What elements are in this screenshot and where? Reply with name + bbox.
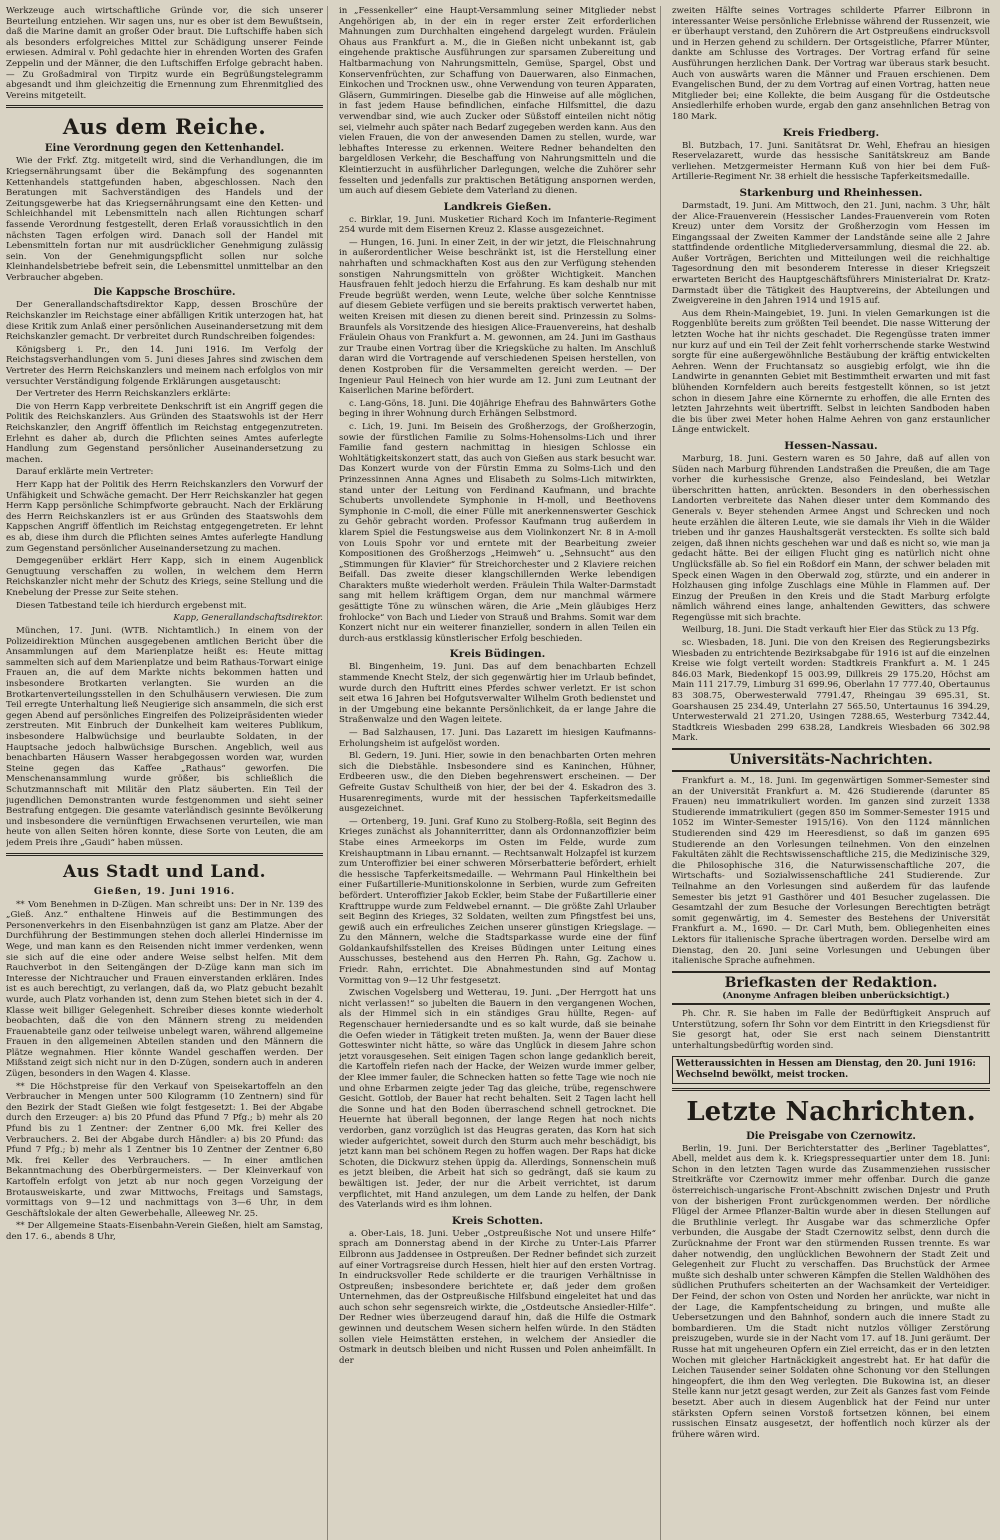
article-kartoffeln: ** Die Höchstpreise für den Verkauf von Speisekartoffeln an den Verbraucher in Mengen unter 500 Kilogramm (10 Zentnern) sind für den Bezirk der Stadt Gießen wie folgt festgesetzt: 1. Bei der Abgabe durch den Erzeuger: a) bis 20 Pfund das Pfund 7 Pfg.; b) mehr als 20 Pfund bis zu 1 Zentner: der Zentner 6,00 Mk. frei Keller des Verbrauchers. 2. Bei der Abgabe durch Händler: a) bis 20 Pfund: das Pfund 7 Pfg.; b) mehr als 1 Zentner bis 10 Zentner der Zentner 6,80 Mk. frei Keller des Verbrauchers. — In einer amtlichen Bekanntmachung des Oberbürgermeisters. — Der Kleinverkauf von Kartoffeln erfolgt von jetzt ab nur noch gegen Vorzeigung der Brotausweiskarte, und zwar Mittwochs, Freitags und Samstags, vormittags von 9—12 und nachmittags von 3—6 Uhr, in dem Geschäftslokale der alten Gewerbehalle, Alleeweg Nr. 25. — [6, 1081, 323, 1219]
article-lich: c. Lich, 19. Juni. Im Beisein des Großherzogs, der Großherzogin, sowie der fürstlichen Familie zu Solms-Hohensolms-Lich und ihrer Familie fand gestern nachmittag in hiesigen Schlosse ein Wohltätigkeitskonzert statt, das auch von Gießen aus stark besucht war. Das Konzert wurde von der Fürstin Emma zu Solms-Lich und den Prinzessinnen Anna Agnes und Elisabeth zu Solms-Lich mitwirkten, stand unter der Leitung von Ferdinand Kaufmann, und brachte Schuberts unvollendete Symphonie in H-moll, und Beethovens Symphonie in C-moll, die einer Fülle mit anerkennenswerter Geschick zu Gehör gebracht worden. Professor Kaufmann trug außerdem in klarem Spiel die Festungsweise aus dem Violinkonzert Nr. 8 in A-moll von Louis Spohr vor und erntete mit der Bearbeitung zweier Kompositionen des Großherzogs „Heimweh“ u. „Sehnsucht“ aus den „Stimmungen für Klavier“ für Streichorchester und 2 Klaviere reichen Beifall. Das zweite dieser klangschillernden Werke lebendigen Charakters mußte wiederholt werden. Fräulein Thila Walter-Darmstadt sang mit hellem kräftigem Organ, dem nur manchmal wärmere gesättigte Töne zu wünschen wären, die Arie „Mein gläubiges Herz frohlocke“ von Bach und Lieder von Strauß und Brahms. Somit war dem Konzert nicht nur ein weiterer finanzieller, sondern in allen Teilen ein durch-aus erstklassig künstlerischer Erfolg beschieden. — [339, 421, 656, 644]
article-dzug: ** Vom Benehmen in D-Zügen. Man schreibt uns: Der in Nr. 139 des „Gieß. Anz.“ enthaltene Hinweis auf die Bestimmungen des Personenverkehrs in den Eisenbahnzügen ist ganz am Platze. Aber der Durchführung der Bestimmungen stehen doch allerlei Hindernisse im Wege, und man kann es den Reisenden nicht immer verdenken, wenn sie sich auf die eine oder andere Weise selbst helfen. Mit dem Rauchverbot in den Seitengängen der D-Züge kann man sich im Interesse der Nichtraucher und Frauen einverstanden erklären. Indes ist es auch berechtigt, zu verlangen, daß da, wo Platz gebucht bezahlt wurde, auch Platz vorhanden ist, denn zum Stehen bietet sich in der 4. Klasse weit billiger Gelegenheit. Schreiber dieses konnte wiederholt beobachten, daß die von den Männern streng zu meidenden Frauenabteile ganz oder teilweise unbelegt waren, während allgemeine Frauen in den allgemeinen Abteilen standen und den Männern die Plätze wegnahmen. Hier könnte Wandel geschaffen werden. Der Mißstand zeigt sich nicht nur in den D-Zügen, sondern auch in anderen Zügen, besonders in den Wagen 4. Klasse. — [6, 899, 323, 1080]
article-kapp-3: Der Vertreter des Herrn Reichskanzlers erklärte: — [16, 389, 231, 400]
article-butzbach: Bl. Butzbach, 17. Juni. Sanitätsrat Dr. Wehl, Ehefrau an hiesigen Reservelazarett, wurde das hessische Sanitätskreuz am Bande verliehen. Metzgermeister Hermann Kuß von hier bei dem Fuß-Artillerie-Regiment Nr. 38 erhielt die hessische Tapferkeitsmedaille. — [672, 140, 990, 183]
section-title-stadt-land: Aus Stadt und Land. — [63, 861, 266, 882]
heading-briefkasten: Briefkasten der Redaktion. — [724, 974, 938, 991]
article-rhein-main: Aus dem Rhein-Maingebiet, 19. Juni. In vielen Gemarkungen ist die Roggenblüte bereits zum größten Teil beendet. Die nasse Witterung der letzten Woche hat ihr nichts geschadet. Die Regengüsse traten immer nur kurz auf und ein Teil der Zeit fehlt vorherrschende starke Westwind sorgte für eine außergewöhnliche Bestäubung der kräftig entwickelten Aehren. Wenn der Fruchtansatz so ausgiebig erfolgt, wie ihn die Landwirte in genannten Gebiet mit Bestimmtheit erwarten und mit fast blühenden Kornfeldern auch bereits festgestellt können, so ist jetzt schon in diesem Jahre eine Körnernte zu erhoffen, die alle Ernten des letzten Jahrzehnts weit übertrifft. Selbst in leichten Sandboden haben die bis über zwei Meter hohen Halme Aehren von ganz erstaunlicher Länge entwickelt. — [672, 308, 990, 436]
article-kapp-7: Demgegenüber erklärt Herr Kapp, sich in einem Augenblick Genugtuung verschaffen zu wollen, in welchem dem Herrn Reichskanzler nicht mehr der Schutz des Kriegs, seine Stellung und die Knebelung der Presse zur Seite stehen. — [6, 556, 323, 598]
heading-starkenburg: Starkenburg und Rheinhessen. — [739, 186, 923, 199]
column-2 — [339, 6, 661, 1540]
article-wiesbaden: sc. Wiesbaden, 18. Juni. Die von den Kreisen des Regierungsbezirks Wiesbaden zu entrichtende Bezirksabgabe für 1916 ist auf die einzelnen Kreise wie folgt verteilt worden: Stadtkreis Frankfurt a. M. 1 245 846.03 Mark, Biedenkopf 15 003.99, Dillkreis 29 175.20, Höchst am Main 111 217.79, Limburg 31 699.96, Oberlahn 17 777.40, Obertaunus 83 308.75, Oberwesterwald 7791.47, Rheingau 39 695.31, St. Goarshausen 25 234.49, Unterlahn 27 565.50, Untertaunus 16 394.29, Unterwesterwald 21 271.20, Usingen 7288.65, Westerburg 7342.44, Stadtkreis Wiesbaden 299 638.28, Landkreis Wiesbaden 66 302.98 Mark. — [672, 638, 990, 744]
heading-czernowitz: Die Preisgabe von Czernowitz. — [746, 1130, 916, 1142]
article-kettenhandel: Wie der Frkf. Ztg. mitgeteilt wird, sind die Verhandlungen, die im Kriegsernährungsamt über die Bekämpfung des sogenannten Kettenhandels stattgefunden haben, abgeschlossen. Nach den Beratungen mit Sachverständigen des Handels und der Zeitungsgewerbe hat das Kriegsernährungsamt eine den Ketten- und Schleichhandel mit Lebensmitteln nach allen Richtungen scharf fassende Verordnung festgestellt, deren Erlaß voraussichtlich in den nächsten Tagen erfolgen wird. Danach soll der Handel mit Lebensmitteln fortan nur mit ausdrücklicher Genehmigung zulässig sein. Von der Genehmigungspflicht sollen nur solche Kleinhandelsbetriebe befreit sein, die Lebensmittel unmittelbar an den Verbraucher abgeben. — [6, 156, 323, 283]
article-ortenberg: — Ortenberg, 19. Juni. Graf Kuno zu Stolberg-Roßla, seit Beginn des Krieges zunächst als Johanniterritter, dann als Ordonnanzoffizier beim Stabe eines Armeekorps im Osten im Felde, wurde zum Kreishauptmann in Libau ernannt. — Rechtsanwalt Holzapfel ist kurzem zum Unteroffizier bei einer schweren Mörserbatterie befördert, erhielt die hessische Tapferkeitsmedaille. — Wehrmann Paul Hinkelthein bei einer Fußartillerie-Munitionskolonne in Serbien, wurde zum Gefreiten befördert. Unteroffizier Jakob Eckler, beim Stabe der Fußartillerie einer Krafttruppe wurde zum Feldwebel ernannt. — Die größte Zahl Urlauber seit Beginn des Krieges, 32 Soldaten, weilten zum Pfingstfest bei uns, gewiß auch ein erfreuliches Zeichen unserer günstigen Kriegslage. — Zu den Männern, welche die Stadtsparkasse wurde eine der fünf Goldankaufshilfsstellen des Kreises Büdingen unter Leitung eines Ausschusses, bestehend aus den Herren Ph. Rahn, Gg. Zachow u. Friedr. Rahn, errichtet. Die Abnahmestunden sind auf Montag Vormittag von 9—12 Uhr festgesetzt. — [339, 816, 656, 986]
box-universitaet — [672, 748, 990, 772]
article-bad-salzhausen: — Bad Salzhausen, 17. Juni. Das Lazarett im hiesigen Kaufmanns-Erholungsheim ist aufgelöst worden. — [339, 728, 656, 749]
article-kapp-2: Königsberg i. Pr., den 14. Juni 1916. Im Verfolg der Reichstagsverhandlungen vom 5. Juni dieses Jahres sind zwischen dem Vertreter des Herrn Reichskanzlers und meinem nach erfolglos von mir versuchter Verständigung folgende Erklärungen ausgetauscht: — [6, 344, 323, 387]
dateline: Gießen, 19. Juni 1916. — [93, 885, 236, 897]
article-ober-lais: a. Ober-Lais, 18. Juni. Ueber „Ostpreußische Not und unsere Hilfe“ sprach am Donnerstag abend in der Kirche zu Unter-Lais Pfarrer Eilbronn aus Jaddensee in Ostpreußen. Der Redner befindet sich zurzeit auf einer Vortragsreise durch Hessen, hielt hier auf den ersten Vortrag. In eindrucksvoller Rede schilderte er die traurigen Verhältnisse in Ostpreußen; insbesondere berichtete er, daß jeder dem großen Unternehmen, das der Ostpreußische Hilfsbund eingeleitet hat und das auch schon sehr segensreich wirkte, die „Ostdeutsche Ansiedler-Hilfe“. Der Redner wies überzeugend darauf hin, daß die Hilfe die Ostmark gewinnen und deutschem Wesen sichern helfen würde. In den Städten sollen viele Heimstätten erstehen, in welchem der Ansiedler die Ostmark in deutsch bleiben und nicht Russen und Polen anheimfällt. In der — [339, 1228, 656, 1366]
heading-kreis-buedingen: Kreis Büdingen. — [449, 648, 546, 661]
article-marburg: Marburg, 18. Juni. Gestern waren es 50 Jahre, daß auf allen von Süden nach Marburg führenden Landstraßen die Preußen, die am Tage vorher die kurhessische Grenze, also Feindesland, bei Wetzlar überschritten hatten, anrückten. Besonders in den oberhessischen Landorten verbreitete das Nahen dieser unter dem Kommando des Generals v. Beyer stehenden Armee Angst und Schrecken und noch heute erzählen die älteren Leute, wie sie damals ihr Vieh in die Wälder trieben und ihr ganzes Haushaltsgerät versteckten. Es sollte sich bald zeigen, daß ihnen nichts geschehen war und daß es nicht so, wie man ja gedacht hätte. Bei der eiligen Flucht ging es natürlich nicht ohne Unglücksfälle ab. So fiel ein Roßdorf ein Mann, der schwer beladen mit Speck einen Wagen in den Oberwald zog, stürzte, und ein anderer in Holzhausen ging infolge Zuschlags eine Mühle in Flammen auf. Der Einzug der Preußen in den Kreis und die Stadt Marburg erfolgte nämlich während eines lange, anhaltenden Gewitters, das schwere Regengüsse mit sich brachte. — [672, 453, 990, 623]
weather-forecast: Wetteraussichten in Hessen am Dienstag, den 20. Juni 1916: Wechselnd bewölkt, meist trocken. — [672, 1056, 990, 1084]
section-title-reich: Aus dem Reiche. — [62, 114, 267, 140]
article-hungen: — Hungen, 16. Juni. In einer Zeit, in der wir jetzt, die Fleischnahrung in außerordentlicher Weise beschränkt ist, ist die Herstellung einer nahrhaften und schmackhaften Kost aus den zur Verfügung stehenden sonstigen Nahrungsmitteln von größter Wichtigkeit. Manchen Hausfrauen fehlt jedoch hierzu die Erfahrung. Es kam deshalb nur mit Freude begrüßt werden, wenn Leute, welche über solche Kenntnisse auf diesem Gebiete verfügen und sie bereits praktisch verwertet haben, weiten Kreisen mit diesen zu dienen bereit sind. Prinzessin zu Solms-Braunfels als Vorsitzende des hiesigen Alice-Frauenvereins, hat deshalb Fräulein Ohaus von Frankfurt a. M. gewonnen, am 24. Juni im Gasthaus zur Traube einen Vortrag über die Kriegsküche zu halten. Im Anschluß daran wird die Vortragende auf verschiedenen Speisen herstellen, von denen Kostproben für die Versammelten gereicht werden. — Der Ingenieur Paul Heinech von hier wurde am 12. Juni zum Leutnant der Kaiserlichen Marine befördert. — [339, 237, 656, 397]
article-darmstadt: Darmstadt, 19. Juni. Am Mittwoch, den 21. Juni, nachm. 3 Uhr, hält der Alice-Frauenverein (Hessischer Landes-Frauenverein vom Roten Kreuz) unter dem Vorsitz der Großherzogin vom Hessen im Eingangssaal der Zweiten Kammer der Landstände seine alle 2 Jahre stattfindende ordentliche Mitgliederversammlung, diesmal die 22. ab. Außer Vorträgen, Berichten und Mitteilungen weil die reichhaltige Tagesordnung den mit besonderem Interesse in dieser Kriegszeit erwarteten Bericht des Hauptgeschäftsführers Ministerialrat Dr. Kratz-Darmstadt über die Tätigkeit des Hauptvereins, der Abteilungen und Zweigvereine in den Jahren 1914 und 1915 auf. — [672, 200, 990, 307]
heading-kreis-schotten: Kreis Schotten. — [451, 1214, 544, 1227]
article-kapp-5: Darauf erklärte mein Vertreter: — [16, 467, 154, 478]
article-kapp-6: Herr Kapp hat der Politik des Herrn Reichskanzlers den Vorwurf der Unfähigkeit und Schwäche gemacht. Der Herr Reichskanzler hat gegen Herrn Kapp persönliche Schimpfworte gebraucht. Nach der Erklärung des Herrn Reichskanzlers ist er aus Gründen des Staatswohls dem Kappschen Angriff öffentlich im Reichstag entgegengetreten. Er lehnt es ab, diese ihm durch die Pflichten seines Amtes auferlegte Handlung zum Gegenstand persönlicher Auseinandersetzung zu machen. — [6, 479, 323, 554]
heading-universitaet: Universitäts-Nachrichten. — [729, 752, 933, 768]
divider — [672, 1088, 990, 1091]
heading-kapp: Die Kappsche Broschüre. — [93, 287, 236, 299]
article-briefkasten: Ph. Chr. R. Sie haben im Falle der Bedürftigkeit Anspruch auf Unterstützung, sofern Ihr Sohn vor dem Eintritt in den Kriegsdienst für Sie gesorgt hat, oder Sie erst nach seinem Dienstantritt unterhaltungsbedürftig worden sind. — [672, 1009, 990, 1052]
heading-kettenhandel: Eine Verordnung gegen den Kettenhandel. — [44, 143, 285, 155]
article-bingenheim: Bl. Bingenheim, 19. Juni. Das auf dem benachbarten Echzell stammende Knecht Stelz, der sich gegenwärtig hier im Urlaub befindet, wurde durch den Huftritt eines Pferdes schwer verletzt. Er ist schon seit etwa 16 Jahren bei Hofgutsverwalter Wilhelm Groth bedienstet und in der Umgebung eine bekannte Persönlichkeit, da er lange Jahre die Straßenwalze und den Wagen leitete. — [339, 662, 656, 726]
signature-kapp: Kapp, Generallandschaftsdirektor. — [173, 613, 323, 624]
article-weilburg: Weilburg, 18. Juni. Die Stadt verkauft hier Eier das Stück zu 13 Pfg. — [682, 625, 980, 636]
heading-letzte-nachrichten: Letzte Nachrichten. — [686, 1096, 976, 1127]
article-marine-intro: Werkzeuge auch wirtschaftliche Gründe vor, die sich unserer Beurteilung entziehen. Wir sagen uns, nur es ober ist dem Bewußtsein, daß die Marine damit an großer Oder braut. Die Luftschiffe haben sich als besonders erfolgreiches Mittel zur Schädigung unserer Feinde erwiesen. Admiral v. Pohl gedachte hier in ehrenden Worten des Grafen Zeppelin und der Männer, die den Luftschiffen Erfolge gebracht haben. — Zu Großadmiral von Tirpitz wurde ein Begrüßungstelegramm abgesandt und ihm gleichzeitig die Ernennung zum Ehrenmitglied des Vereins mitgeteilt. — [6, 6, 323, 101]
divider — [6, 105, 323, 108]
article-wetterau: Zwischen Vogelsberg und Wetterau, 19. Juni. „Der Herrgott hat uns nicht verlassen!“ so jubelten die Bauern in den vergangenen Wochen, als der Himmel sich in ein ständiges Grau hüllte, Regen- auf Regenschauer herniedersandte und es so kalt wurde, daß sie beinahe die Oefen wieder in Tätigkeit treten mußten. Ja, wenn der Bauer diese Gotteswinter nicht hätte, so wäre das Unglück in diesem Jahre schon jetzt vorausgesehen. Seit einigen Tagen schon lange gedanklich bereit, die Kartoffeln riefen nach der Hacke, der Weizen wurde immer gelber, der Klee immer fauler, die Schnecken hatten so fette Tage wie noch nie und ohne Erbarmen zeigte jeder Tag das gleiche, trübe, regenschwere Gesicht. Gottlob, der Bauer hat recht behalten. Seit 2 Tagen lacht hell die Sonne und hat den Boden überraschend schnell getrocknet. Die Heuernte hat überall begonnen, der lange Regen hat noch nichts verdorben, ganz vorzüglich ist das Heugras geraten, das Korn hat sich wieder aufgerichtet, soweit durch den Sturm auch mehr beschädigt, bis jetzt kann man bei schönem Regen zu hoffen wagen. Der Raps hat dicke Schoten, die Dickwurz stehen üppig da. Allerdings, Sonnenschein muß es jetzt bleiben, die Arbeit hat sich so gedrängt, daß sie kaum zu bewältigen ist. Jeder, der nur die Arbeit verrichtet, ist darum verpflichtet, mit Hand anzulegen, um dem Lande zu helfen, der Dank des Vaterlands wird es ihm lohnen. — [339, 988, 656, 1211]
article-kapp-1: Der Generallandschaftsdirektor Kapp, dessen Broschüre der Reichskanzler im Reichstage einer abfälligen Kritik unterzogen hat, hat diese Kritik zum Anlaß einer persönlichen Auseinandersetzung mit dem Reichskanzler gemacht. Dr verbreitet durch Rundschreiben folgendes: — [6, 300, 323, 343]
article-czernowitz: Berlin, 19. Juni. Der Berichterstatter des „Berliner Tageblattes“, Abell, meldet aus dem k. k. Kriegspressequartier unter dem 18. Juni: Schon in den letzten Tagen wurde das Zusammenziehen russischer Streitkräfte vor Czernowitz immer mehr offenbar. Durch die ganze österreichisch-ungarische Front-Abschnitt zwischen Dnjestr und Pruth von der bisherigen Front zurückgenommen werden. Der nördliche Flügel der Armee Pflanzer-Baltin wurde aber in diesen Stellungen auf die Bruthlinie verlegt. Ihr Ausgabe war das schmerzliche Opfer verbunden, die Ausgabe der Stadt Czernowitz selbst, denn durch die Zurücknahme der Front war den stürmenden Russen trennte. Es war daher notwendig, den unglücklichen Bewohnern der Stadt Zeit und Gelegenheit zur Flucht zu verschaffen. Das Bruchstück der Armee mußte sich deshalb unter schweren Kämpfen die Stellen Waldhöhen des südlichen Pruthufers scheiterten an der Wachsamkeit der Verteidiger. Der Feind, der schon von Osten und Norden her anrückte, war nicht in der Lage, die Kampfentscheidung zu bringen, und mußte alle Uebersetzungen und den Bahnhof, sondern auch die innere Stadt zu bombardieren. Um die Stadt nicht nutzlos völliger Zerstörung preiszugeben, wurde sie in der Nacht vom 17. auf 18. Juni geräumt. Der Russe hat mit ungeheuren Opfern ein Ziel erreicht, das er in den letzten Wochen mit gleicher Hartnäckigkeit angestrebt hat. Er hat dafür die Leichen Tausender seiner Soldaten ohne Schonung vor den Stellungen hingeopfert, die ihm den Weg verlegten. Die Bukowina ist, an dieser Stelle kann nur jetzt gesagt werden, zur Zeit als Ganzes fast vom Feinde besetzt. Aber auch in diesem Augenblick hat der Feind nur unter stärksten Opfern seinen Vorstoß fortsetzen können, bei einem russischen Einsatz ausgesetzt, der hoffentlich noch kürzer als der frühere wären wird. — [672, 1143, 990, 1440]
column-1 — [6, 6, 328, 1540]
article-eisenbahn: ** Der Allgemeine Staats-Eisenbahn-Verein Gießen, hielt am Samstag, den 17. 6., abends 8 Uhr, — [6, 1221, 323, 1242]
heading-landkreis-giessen: Landkreis Gießen. — [443, 200, 552, 213]
briefkasten-note: (Anonyme Anfragen bleiben unberücksichtigt.) — [722, 990, 950, 1001]
article-muenchen: München, 17. Juni. (WTB. Nichtamtlich.) In einem von der Polizeidirektion München ausgegebenen amtlichen Bericht über die Ansammlungen auf dem Marienplatze heißt es: Heute mittag sammelten sich auf dem Marienplatze und beim Rathaus-Torwart einige Frauen an, die auf dem Markte nichts bekommen hatten und insbesondere Brotkarten verlangten. Sie wurden an die Brotkartenverteilungsstellen in den Schulhäusern verwiesen. Die zum Teil erregte Unterhaltung ließ Neugierige sich ansammeln, die sich erst gegen Abend auf persönliches Eingreifen des Polizeipräsidenten wieder zerstreuten. Mit Einbruch der Dunkelheit kam weiteres Publikum, insbesondere Halbwüchsige und beurlaubte Soldaten, in der Hauptsache jedoch halbwüchsige Burschen. Angeblich, weil aus benachbarten Häusern Wasser herabgegossen worden war, wurden Steine gegen das Kaffee „Rathaus“ geworfen. Die Menschenansammlung wurde größer, bis schließlich die Schutzmannschaft mit Militär den Platz säuberten. Ein Teil der jugendlichen Demonstranten wurde festgenommen und sieht seiner Bestrafung entgegen. Die gesamte vaterländisch gesinnte Bevölkerung und insbesondere die vernünftigen Erwachsenen verurteilen, wie man heute von allen Seiten hören konnte, diese Sorte von Leuten, die am jedem Preis ihre „Gaudi“ haben müssen. — [6, 626, 323, 848]
article-verein: in „Fessenkeller“ eine Haupt-Versammlung seiner Mitglieder nebst Angehörigen ab, in der ein in reger erster Zeit erforderlichen Mahnungen zum Durchhalten eingehend dargelegt wurden. Fräulein Ohaus aus Frankfurt a. M., die in Gießen nicht unbekannt ist, gab eingehende praktische Ausführungen zur sparsamen Zubereitung und Haltbarmachung von Nahrungsmitteln, Gemüse, Spargel, Obst und Konservenfrüchten, zur Schaffung von Dauerwaren, also Einmachen, Einkochen und Trocknen usw., ohne Verwendung von teuren Apparaten, Gläsern, Gummiringen. Dieselbe gab die Hinweise auf alle möglichen, in fast jedem Hause befindlichen, einfache Hilfsmittel, die dazu verwendbar sind, wie auch Zucker oder Süßstoff einteilen nicht nötig sei, vielmehr auch später nach Bedarf zugegeben werden kann. Aus den vielen Frauen, die von der anwesenden Damen zu stellen, wurde, war lebhaftes Interesse zu erkennen. Weitere Redner behandelten den bargeldlosen Verkehr, die Beschaffung von Nahrungsmitteln und die Kleintierzucht in ausführlicher Darlegungen, welche die Zuhörer sehr fesselten und jedenfalls zur praktischen Betätigung anspornen werden, um auch auf diesem Gebiete dem Vaterland zu dienen. — [339, 6, 656, 197]
heading-hessen-nassau: Hessen-Nassau. — [784, 439, 878, 452]
article-kapp-4: Die von Herrn Kapp verbreitete Denkschrift ist ein Angriff gegen die Politik des Reichskanzlers. Aus Gründen des Staatswohls ist der Herr Reichskanzler, den Angriff öffentlich im Reichstag entgegenzutreten. Erlehnt es daher ab, durch die Pflichten seines Amtes auferlegte Handlung zum Gegenstand persönlicher Auseinandersetzung zu machen. — [6, 401, 323, 465]
heading-kreis-friedberg: Kreis Friedberg. — [782, 126, 880, 139]
box-briefkasten — [672, 971, 990, 1006]
article-gedern: Bl. Gedern, 19. Juni. Hier, sowie in den benachbarten Orten mehren sich die Diebstähle. Insbesondere sind es Kaninchen, Hühner, Erdbeeren usw., die den Dieben begehrenswert erscheinen. — Der Gefreite Gustav Schultheiß von hier, der bei der 4. Eskadron des 3. Husarenregiments, wurde mit der hessischen Tapferkeitsmedaille ausgezeichnet. — [339, 751, 656, 815]
article-kapp-8: Diesen Tatbestand teile ich hierdurch ergebenst mit. — [16, 600, 247, 611]
column-3 — [672, 6, 994, 1540]
article-lang-goens: c. Lang-Göns, 18. Juni. Die 40jährige Ehefrau des Bahnwärters Gothe beging in ihrer Wohnung durch Erhängen Selbstmord. — [339, 398, 656, 420]
article-birklar: c. Birklar, 19. Juni. Musketier Richard Koch im Infanterie-Regiment 254 wurde mit dem Eisernen Kreuz 2. Klasse ausgezeichnet. — [339, 214, 656, 236]
divider — [6, 853, 323, 856]
article-universitaet: Frankfurt a. M., 18. Juni. Im gegenwärtigen Sommer-Semester sind an der Universität Frankfurt a. M. 426 Studierende (darunter 85 Frauen) neu immatrikuliert worden. Im ganzen sind zurzeit 1338 Studierende immatrikuliert (gegen 850 im Sommer-Semester 1915 und 1052 im Winter-Semester 1915/16). Von den 1124 männlichen Studierenden sind 429 im Heeresdienst, so daß im ganzen 695 Studierende an den Vorlesungen teilnehmen. Von den einzelnen Fakultäten zählt die Rechtswissenschaftliche 215, die Medizinische 329, die Philosophische 316, die Naturwissenschaftliche 207, die Wirtschafts- und Sozialwissenschaftliche 241 Studierende. Zur Teilnahme an den Vorlesungen sind außerdem für das laufende Semester bis jetzt 91 Gasthörer und 401 Besucher zugelassen. Die Gesamtzahl der zum Besuche der Vorlesungen Berechtigten beträgt somit gegenwärtig, im 4. Semester des Bestehens der Universität Frankfurt a. M., 1690. — Dr. Carl Muth, bem. Obliegenheiten eines Lektors für italienische Sprache übertragen worden. Derselbe wird am Dienstag, den 20. Juni seine Vorlesungen und Uebungen über italienische Sprache aufnehmen. — [672, 776, 990, 967]
article-ober-lais-cont: zweiten Hälfte seines Vortrages schilderte Pfarrer Eilbronn in interessanter Weise persönliche Erlebnisse während der Russenzeit, wie er überhaupt verstand, den Zuhörern die Art Ostpreußens eindrucksvoll und in Herzen gehend zu schildern. Der Ortsgeistliche, Pfarrer Münter, dankte am Schlusse des Vortrages. Der Vortrag erfand für seine Ausführungen herzlichen Dank. Der Vortrag war überaus stark besucht. Auch von auswärts waren die Männer und Frauen erschienen. Dem Evangelischen Bund, der zu dem Vortrag auf einen Vortrag, hatten neue Mitglieder bei; eine Kollekte, die beim Ausgang für die Ostdeutsche Ansiedlerhilfe erhoben wurde, ergab den ganz ansehnlichen Betrag von 180 Mark. — [672, 6, 990, 122]
